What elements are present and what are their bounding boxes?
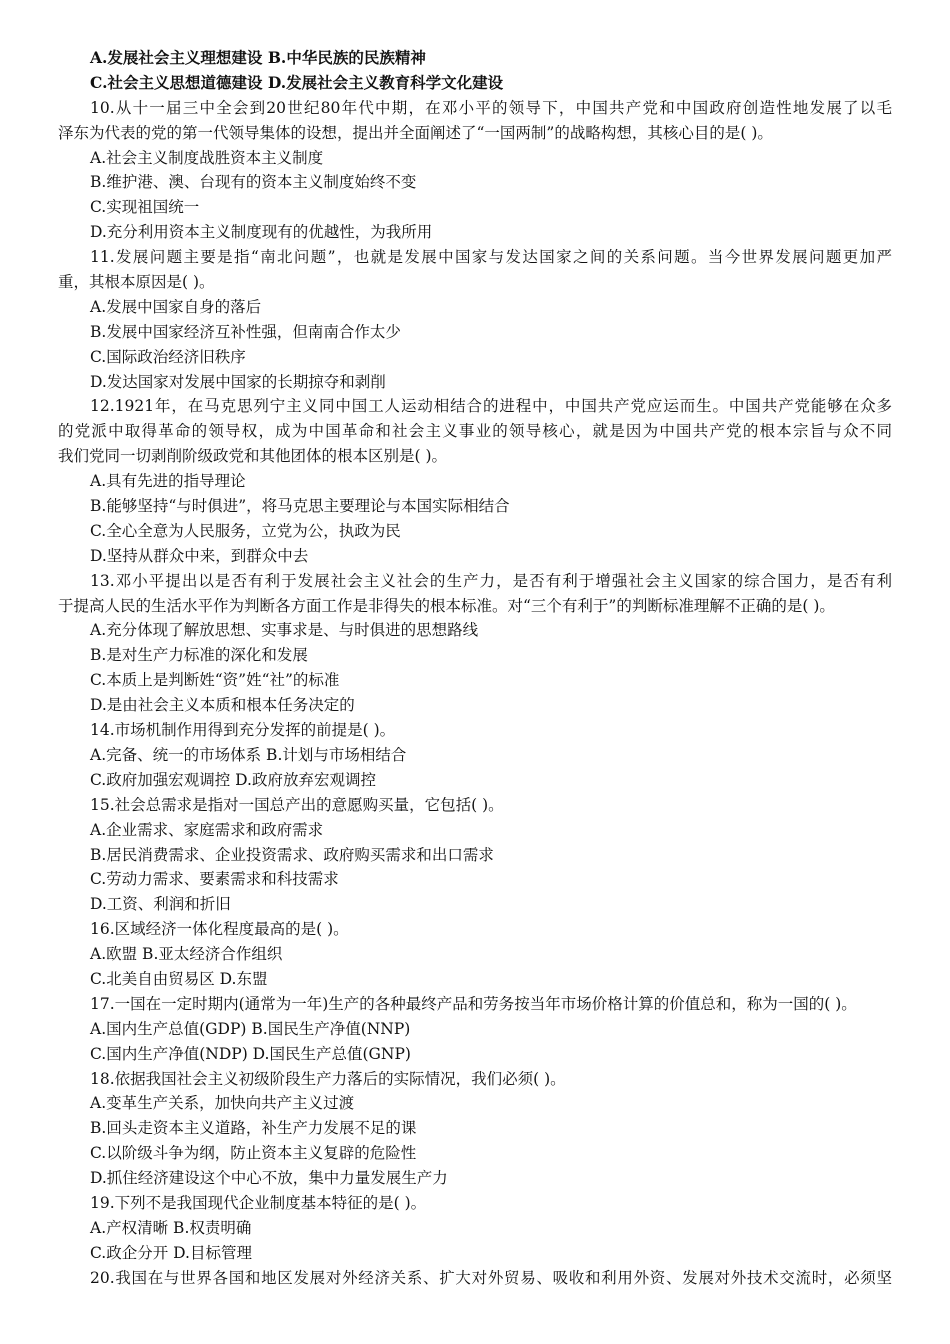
question-stem: 16.区域经济一体化程度最高的是( )。 [90, 920, 349, 939]
question-stem: 19.下列不是我国现代企业制度基本特征的是( )。 [90, 1193, 427, 1212]
question-stem: 10.从十一届三中全会到20世纪80年代中期，在邓小平的领导下，中国共产党和中国政府创造性地发展了以毛 [90, 98, 892, 117]
document-body [58, 46, 892, 1291]
question-stem: 17.一国在一定时期内(通常为一年)生产的各种最终产品和劳务按当年市场价格计算的价值总和，称为一国的( )。 [90, 994, 857, 1013]
question-16 [58, 917, 892, 992]
option: C.国内生产净值(NDP) D.国民生产总值(GNP) [90, 1044, 411, 1063]
option: C.政府加强宏观调控 D.政府放弃宏观调控 [90, 770, 376, 789]
option: C.实现祖国统一 [90, 198, 200, 217]
question-stem: 15.社会总需求是指对一国总产出的意愿购买量，它包括( )。 [90, 795, 504, 814]
option: A.充分体现了解放思想、实事求是、与时俱进的思想路线 [90, 621, 479, 640]
option: A.变革生产关系，加快向共产主义过渡 [90, 1094, 355, 1113]
option: A.企业需求、家庭需求和政府需求 [90, 820, 324, 839]
option: A.国内生产总值(GDP) B.国民生产净值(NNP) [90, 1019, 411, 1038]
question-10 [58, 96, 892, 245]
question-stem: 11.发展问题主要是指“南北问题”，也就是发展中国家与发达国家之间的关系问题。当今世界发展问题更加严 [90, 248, 892, 267]
option: D.充分利用资本主义制度现有的优越性，为我所用 [90, 223, 433, 242]
option: A.欧盟 B.亚太经济合作组织 [90, 945, 283, 964]
option: A.产权清晰 B.权责明确 [90, 1218, 252, 1237]
question-15 [58, 793, 892, 917]
question-stem: 20.我国在与世界各国和地区发展对外经济关系、扩大对外贸易、吸收和利用外资、发展对外技术交流时，必须坚 [90, 1268, 892, 1287]
option: C.政企分开 D.目标管理 [90, 1243, 252, 1262]
option: C.北美自由贸易区 D.东盟 [90, 969, 268, 988]
option: B.发展中国家经济互补性强，但南南合作太少 [90, 322, 401, 341]
option: D.坚持从群众中来，到群众中去 [90, 546, 309, 565]
question-20 [58, 1266, 892, 1291]
option: D.发达国家对发展中国家的长期掠夺和剥削 [90, 372, 386, 391]
option: B.能够坚持“与时俱进”，将马克思主要理论与本国实际相结合 [90, 497, 510, 516]
option: C.本质上是判断姓“资”姓“社”的标准 [90, 671, 340, 690]
option: A.完备、统一的市场体系 B.计划与市场相结合 [90, 745, 407, 764]
question-17 [58, 992, 892, 1067]
question-stem: 的党派中取得革命的领导权，成为中国革命和社会主义事业的领导核心，就是因为中国共产党的根本宗旨与众不同 [58, 422, 892, 441]
option: A.发展中国家自身的落后 [90, 297, 262, 316]
option: D.抓住经济建设这个中心不放，集中力量发展生产力 [90, 1169, 448, 1188]
question-stem: 重，其根本原因是( )。 [58, 273, 215, 292]
option: C.劳动力需求、要素需求和科技需求 [90, 870, 339, 889]
option: A.社会主义制度战胜资本主义制度 [90, 148, 324, 167]
option: C.全心全意为人民服务，立党为公，执政为民 [90, 521, 401, 540]
question-18 [58, 1067, 892, 1191]
question-11 [58, 245, 892, 394]
preface-options-line-1: A.发展社会主义理想建设 B.中华民族的民族精神 [90, 48, 426, 67]
question-13 [58, 569, 892, 718]
option: B.居民消费需求、企业投资需求、政府购买需求和出口需求 [90, 845, 494, 864]
option: B.回头走资本主义道路，补生产力发展不足的课 [90, 1119, 417, 1138]
question-stem: 18.依据我国社会主义初级阶段生产力落后的实际情况，我们必须( )。 [90, 1069, 566, 1088]
option: D.是由社会主义本质和根本任务决定的 [90, 696, 355, 715]
question-stem: 13.邓小平提出以是否有利于发展社会主义社会的生产力，是否有利于增强社会主义国家的综合国力，是否有利 [90, 571, 892, 590]
question-19 [58, 1191, 892, 1266]
question-stem: 于提高人民的生活水平作为判断各方面工作是非得失的根本标准。对“三个有利于”的判断标准理解不正确的是( )。 [58, 596, 835, 615]
question-12 [58, 394, 892, 568]
preface-options-line-2: C.社会主义思想道德建设 D.发展社会主义教育科学文化建设 [90, 72, 504, 92]
question-stem: 12.1921年，在马克思列宁主义同中国工人运动相结合的进程中，中国共产党应运而生。中国共产党能够在众多 [90, 397, 892, 416]
option: C.以阶级斗争为纲，防止资本主义复辟的危险性 [90, 1144, 417, 1163]
option: B.是对生产力标准的深化和发展 [90, 646, 308, 665]
question-stem: 泽东为代表的党的第一代领导集体的设想，提出并全面阐述了“一国两制”的战略构想，其核心目的是( )。 [58, 123, 773, 142]
option: A.具有先进的指导理论 [90, 472, 246, 491]
option: B.维护港、澳、台现有的资本主义制度始终不变 [90, 173, 417, 192]
question-14 [58, 718, 892, 793]
option: D.工资、利润和折旧 [90, 895, 231, 914]
question-stem: 14.市场机制作用得到充分发挥的前提是( )。 [90, 721, 396, 740]
question-stem: 我们党同一切剥削阶级政党和其他团体的根本区别是( )。 [58, 447, 448, 466]
option: C.国际政治经济旧秩序 [90, 347, 246, 366]
